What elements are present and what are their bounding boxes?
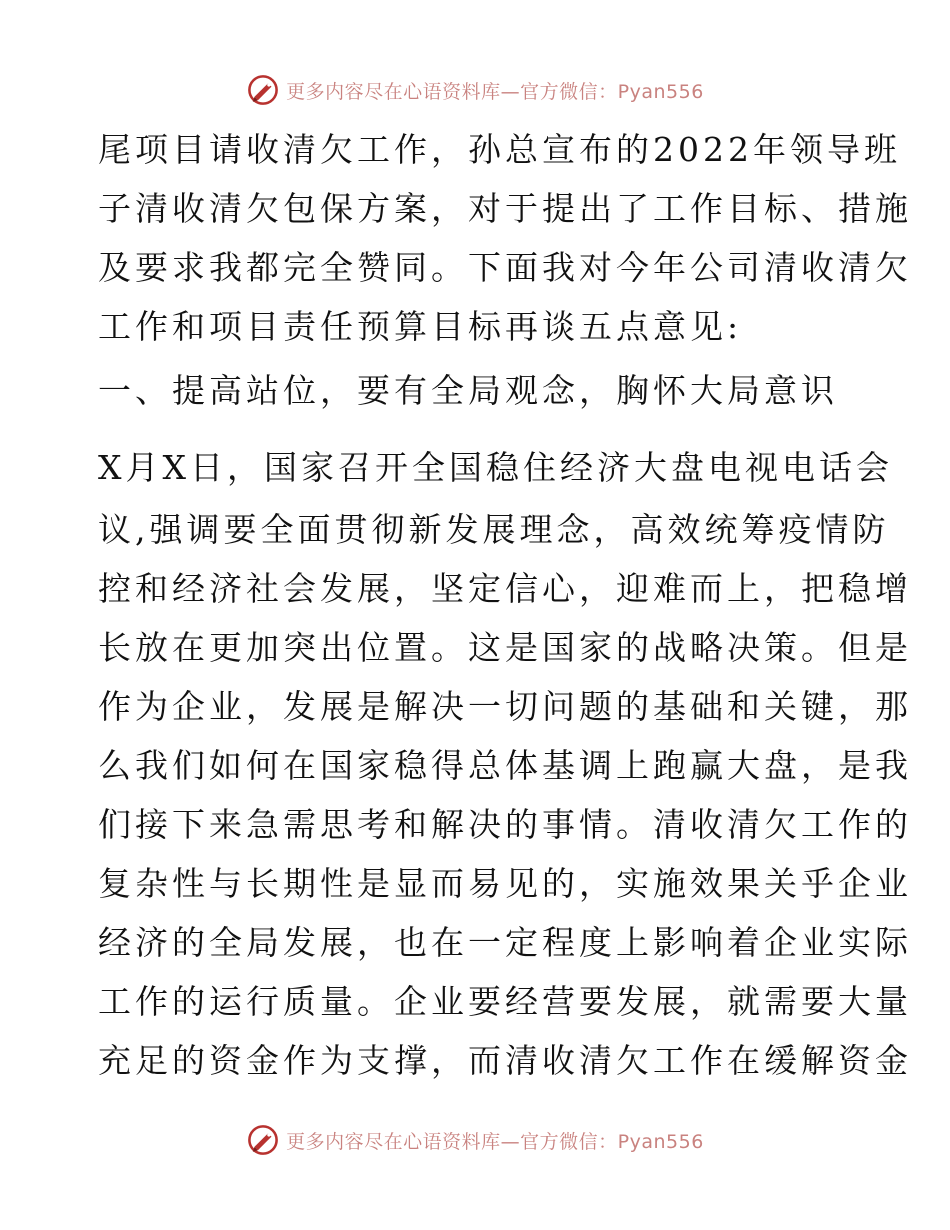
paragraph-line: 么我们如何在国家稳得总体基调上跑赢大盘，是我 [98, 746, 912, 785]
pen-logo-icon [246, 1123, 280, 1157]
document-body [98, 120, 912, 1090]
paragraph-line: 充足的资金作为支撑，而清收清欠工作在缓解资金 [98, 1041, 912, 1080]
paragraph-line: 经济的全局发展，也在一定程度上影响着企业实际 [98, 923, 912, 962]
paragraph-line: 们接下来急需思考和解决的事情。清收清欠工作的 [98, 805, 912, 844]
section-heading: 一、提高站位，要有全局观念，胸怀大局意识 [98, 371, 838, 410]
paragraph-line: 复杂性与长期性是显而易见的，实施效果关乎企业 [98, 864, 912, 903]
watermark-text: 更多内容尽在心语资料库—官方微信：Pyan556 [286, 1130, 704, 1153]
body-line: 工作和项目责任预算目标再谈五点意见: [98, 307, 743, 346]
header-watermark [0, 70, 950, 110]
pen-logo-icon [246, 73, 280, 107]
paragraph-line: 控和经济社会发展，坚定信心，迎难而上，把稳增 [98, 569, 912, 608]
paragraph-line: 议,强调要全面贯彻新发展理念，高效统筹疫情防 [98, 510, 890, 549]
paragraph-line: 作为企业，发展是解决一切问题的基础和关键，那 [98, 687, 912, 726]
paragraph-line: 工作的运行质量。企业要经营要发展，就需要大量 [98, 982, 912, 1021]
body-line: 及要求我都完全赞同。下面我对今年公司清收清欠 [98, 248, 912, 287]
footer-watermark [0, 1120, 950, 1160]
paragraph-line: 长放在更加突出位置。这是国家的战略决策。但是 [98, 628, 912, 667]
watermark-text: 更多内容尽在心语资料库—官方微信：Pyan556 [286, 80, 704, 103]
paragraph-line: X月X日，国家召开全国稳住经济大盘电视电话会 [98, 448, 893, 487]
body-line: 尾项目请收清欠工作，孙总宣布的2022年领导班 [98, 130, 901, 169]
body-line: 子清收清欠包保方案，对于提出了工作目标、措施 [98, 189, 912, 228]
